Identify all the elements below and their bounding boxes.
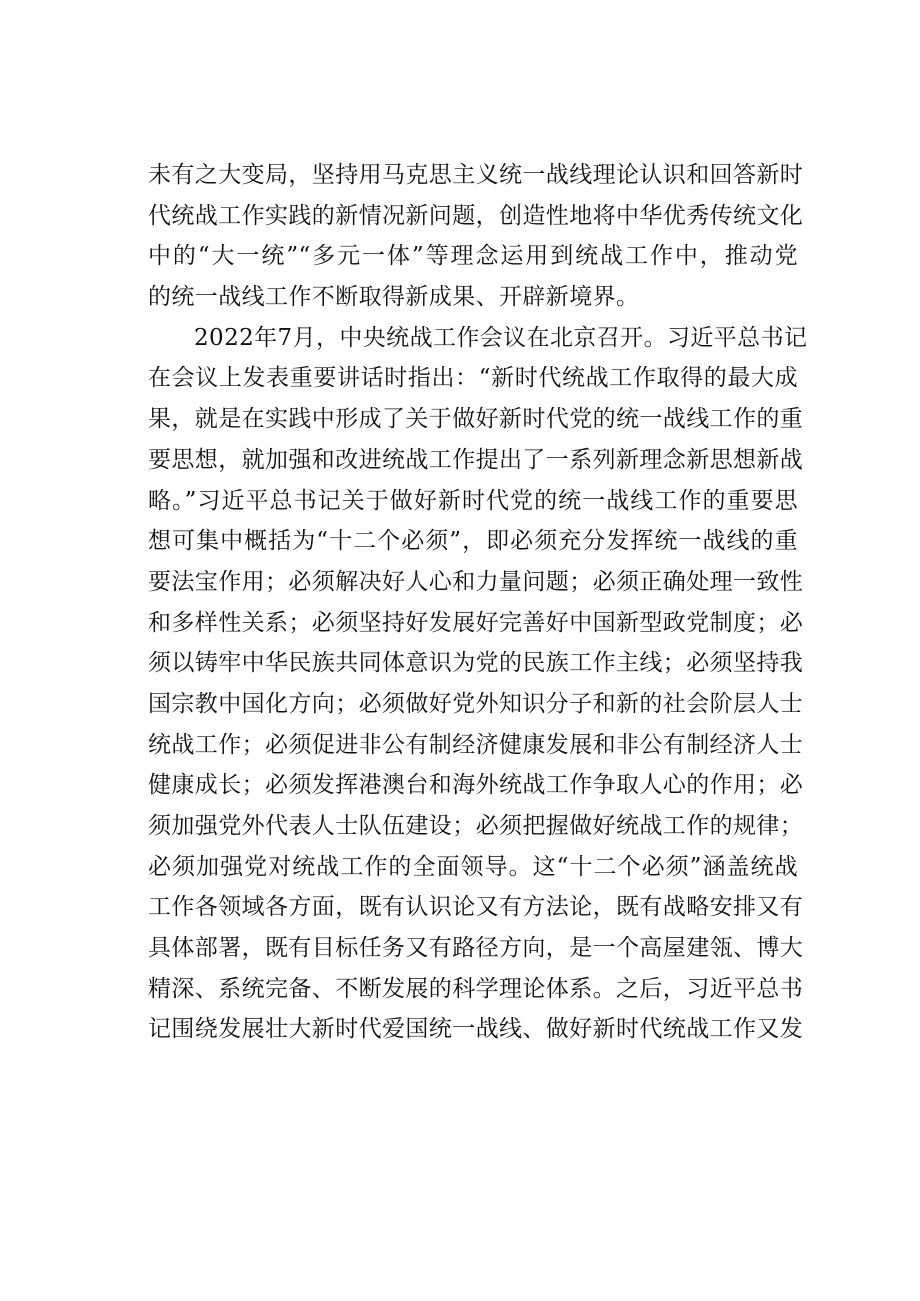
text-line: 代统战工作实践的新情况新问题，创造性地将中华优秀传统文化 xyxy=(148,202,804,229)
text-line: 的统一战线工作不断取得新成果、开辟新境界。 xyxy=(148,284,640,311)
text-line: 须加强党外代表人士队伍建设；必须把握做好统战工作的规律； xyxy=(148,813,804,839)
text-line: 必须加强党对统战工作的全面领导。这“十二个必须”涵盖统战 xyxy=(148,853,798,880)
text-line: 须以铸牢中华民族共同体意识为党的民族工作主线；必须坚持我 xyxy=(148,650,804,677)
body-text xyxy=(148,155,808,1050)
text-line: 记围绕发展壮大新时代爱国统一战线、做好新时代统战工作又发 xyxy=(148,1016,804,1043)
text-line: 统战工作；必须促进非公有制经济健康发展和非公有制经济人士 xyxy=(148,731,804,758)
text-line: 果，就是在实践中形成了关于做好新时代党的统一战线工作的重 xyxy=(148,406,804,433)
text-line: 工作各领域各方面，既有认识论又有方法论，既有战略安排又有 xyxy=(148,894,804,921)
text-line: 具体部署，既有目标任务又有路径方向，是一个高屋建瓴、博大 xyxy=(148,935,804,962)
text-line: 中的“大一统”“多元一体”等理念运用到统战工作中，推动党 xyxy=(148,243,798,270)
text-line: 在会议上发表重要讲话时指出：“新时代统战工作取得的最大成 xyxy=(148,365,798,392)
text-line: 精深、系统完备、不断发展的科学理论体系。之后，习近平总书 xyxy=(148,975,804,1002)
text-line: 要法宝作用；必须解决好人心和力量问题；必须正确处理一致性 xyxy=(148,568,804,595)
text-line: 国宗教中国化方向；必须做好党外知识分子和新的社会阶层人士 xyxy=(148,690,804,717)
text-line: 略。”习近平总书记关于做好新时代党的统一战线工作的重要思 xyxy=(148,487,798,514)
paragraph-start-line: 2022年7月，中央统战工作会议在北京召开。习近平总书记 xyxy=(194,324,808,351)
text-line: 要思想，就加强和改进统战工作提出了一系列新理念新思想新战 xyxy=(148,446,804,473)
text-line: 和多样性关系；必须坚持好发展好完善好中国新型政党制度；必 xyxy=(148,609,804,636)
text-line: 想可集中概括为“十二个必须”，即必须充分发挥统一战线的重 xyxy=(148,528,798,555)
text-line: 健康成长；必须发挥港澳台和海外统战工作争取人心的作用；必 xyxy=(148,772,804,799)
text-line: 未有之大变局，坚持用马克思主义统一战线理论认识和回答新时 xyxy=(148,162,804,188)
